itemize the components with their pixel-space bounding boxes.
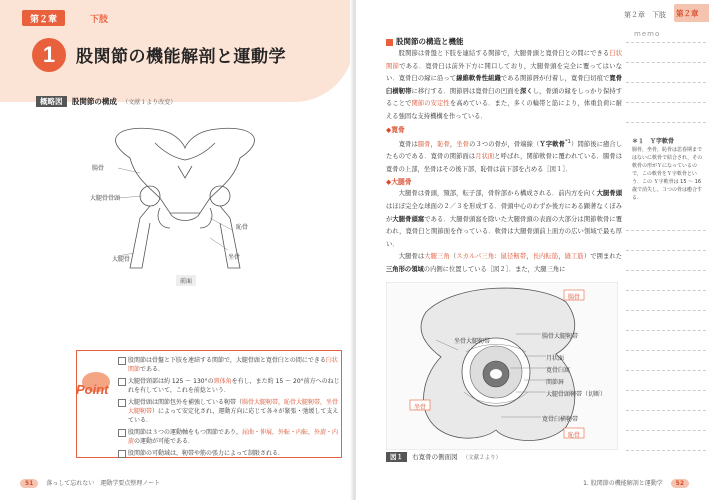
- fig1-label-pubis: 恥骨: [568, 432, 581, 439]
- point-item: 大腿骨頸部は約 125 ～ 130°の頸体角を有し，また約 15 ～ 20°前方へのねじれを有していて，これを前捻という．: [118, 377, 340, 395]
- memo-line: [626, 122, 706, 123]
- memo-column: [626, 30, 706, 470]
- fig1-label-transverse: 寛骨臼横靭帯: [542, 416, 579, 423]
- fig1-label-acetabular-fossa: 寛骨臼窩: [546, 367, 571, 374]
- fig1-label-ilium: 腸骨: [568, 294, 581, 301]
- memo-line: [626, 82, 706, 83]
- label-ilium: 腸骨: [92, 165, 105, 172]
- point-item: 大腿骨頭は関節包外を補強している靭帯（腸骨大腿靭帯，恥骨大腿靭帯，坐骨大腿靭帯）によって安定化され，運動方向に応じて各々が緊張・弛緩して支えている．: [118, 398, 340, 425]
- point-item: 股関節は３つの運動軸をもつ関節であり，屈曲・伸展，外転・内転，外旋・内旋の運動が可能である．: [118, 428, 340, 446]
- point-item: 股関節は骨盤と下肢を連結する関節で，大腿骨頭と寛骨臼との間にできる臼状関節である．: [118, 356, 340, 374]
- figure1-tag: 図１: [386, 452, 407, 462]
- paragraph: 寛骨は腸骨，恥骨，坐骨の３つの骨が，骨端線（Ｙ字軟骨$^{*1}$）間節後に癒合したものである．寛骨の関節面は月状面と呼ばれ，関節軟骨に覆われている．腸骨は寛骨の上部，坐骨はその後下部，恥骨は前下部を占める［図１］．: [386, 138, 623, 173]
- memo-line: [626, 250, 706, 251]
- book-title: 落っして忘れない 運動学要点整理ノート: [46, 480, 161, 487]
- fig1-label-iliofemoral: 腸骨大腿靭帯: [542, 333, 579, 340]
- paragraph: 股関節は骨盤と下肢を連結する関節で，大腿骨頭と寛骨臼との間にできる臼状関節である．寛骨臼は前外下方に開口しており，大腿骨頭を完全に覆ってはいない．寛骨臼の縁に沿って線維軟骨性組織である関節唇が付着し，寛骨臼切痕で寛骨臼横靭帯に移行する．関節唇は寛骨臼の凹面を深くし，骨頭の縁をしっかり保持することで関節の安定性を高めている．また，多くの輪帯と筋により，体重負荷に耐える強固な支持機構を作っている．: [386, 50, 623, 120]
- running-header: 第２章 下肢: [624, 11, 666, 19]
- subheading-femur: ◆大腿骨: [386, 178, 412, 187]
- figure1-source: （文献２より）: [462, 455, 502, 461]
- figure-source: （文献１より改変）: [122, 99, 177, 106]
- subheading-hipbone: ◆寛骨: [386, 125, 405, 134]
- memo-line: [626, 290, 706, 291]
- hip-bone-illustration: [386, 282, 618, 450]
- page-number-left: 51: [20, 479, 38, 488]
- memo-line: [626, 370, 706, 371]
- figure-title: 股関節の構成: [71, 97, 117, 106]
- fig1-label-labrum: 関節唇: [546, 379, 565, 386]
- paragraph: 大腿骨は骨頭，頸部，転子部，骨幹部から構成される．前内方を向く大腿骨頭はほぼ完全な球面の２／３を形成する．骨頭中心のわずか後方にある顕著なくぼみが大腿骨頭窩である．大腿骨頭窩を除いた大腿骨頭の表面の大部分は関節軟骨に覆われ，寛骨臼と関節面を作っている．軟骨は大腿骨頭前上面方の広い領域で最も厚い．: [386, 190, 623, 248]
- memo-line: [626, 450, 706, 451]
- fig1-label-lunate: 月状面: [546, 355, 565, 362]
- figure1-caption: [386, 452, 501, 461]
- footer-left: [20, 478, 160, 488]
- chapter-tab: 第２章: [22, 10, 65, 26]
- figure-label: [36, 96, 176, 107]
- label-pubis: 恥骨: [236, 224, 249, 231]
- square-bullet-icon: [386, 39, 393, 46]
- memo-line: [626, 330, 706, 331]
- memo-line: [626, 430, 706, 431]
- page-number-right: 52: [671, 479, 689, 488]
- label-ischium: 坐骨: [228, 254, 241, 261]
- point-item: 股関節の可動域は，靭帯や筋の張力によって制限される．: [118, 449, 340, 458]
- memo-line: [626, 62, 706, 63]
- label-femoral-head: 大腿骨骨頭: [90, 195, 121, 202]
- chapter-edge-tab: 第２章: [674, 4, 709, 22]
- chapter-subtitle: 下肢: [90, 15, 109, 25]
- memo-line: [626, 390, 706, 391]
- fig1-label-ligament-head: 大腿骨頭靭帯（切断）: [546, 391, 607, 398]
- memo-note: [632, 138, 704, 202]
- body-text: [386, 36, 622, 277]
- memo-line: [626, 42, 706, 43]
- right-page: [356, 0, 709, 500]
- memo-line: [626, 102, 706, 103]
- footer-right: [583, 478, 689, 488]
- memo-line: [626, 350, 706, 351]
- chapter-section-title: 1. 股関節の機能解剖と運動学: [583, 480, 663, 487]
- memo-note-body: 腸骨，坐骨，恥骨は思春期まではないに軟骨で結合され，その軟骨の形がＹになっているので，この軟骨をＹ字軟骨という．この Ｙ字軟骨は 15 ～ 16 歳で消失し，３つの骨は癒合する．: [632, 147, 703, 201]
- front-view-label: 前面: [176, 275, 196, 286]
- page-title: 股関節の機能解剖と運動学: [76, 47, 286, 67]
- memo-title: memo: [634, 30, 661, 38]
- memo-line: [626, 230, 706, 231]
- left-page: [0, 0, 354, 500]
- svg-text:Point: Point: [76, 382, 109, 397]
- figure1-title: 右寛骨の側面図: [412, 453, 458, 461]
- figure-tag: 概略図: [36, 96, 67, 107]
- fig1-label-ischiofemoral-ligament: 坐骨大腿靭帯: [454, 338, 491, 345]
- paragraph: 大腿骨は大腿三角（スカルパ三角：鼠径靭帯，長内転筋，縫工筋）で囲まれた三角形の領域の内側に位置している［図２］．また，大腿三角に: [386, 253, 623, 273]
- section-heading: 股関節の構造と機能: [386, 36, 622, 48]
- memo-line: [626, 310, 706, 311]
- point-logo-icon: [72, 370, 120, 398]
- memo-note-heading: ＊１ Ｙ字軟骨: [632, 138, 675, 145]
- fig1-label-ischium: 坐骨: [414, 404, 427, 411]
- section-number-badge: 1: [32, 38, 66, 72]
- memo-line: [626, 270, 706, 271]
- memo-line: [626, 410, 706, 411]
- label-femur: 大腿骨: [112, 256, 131, 263]
- point-list: [118, 356, 340, 461]
